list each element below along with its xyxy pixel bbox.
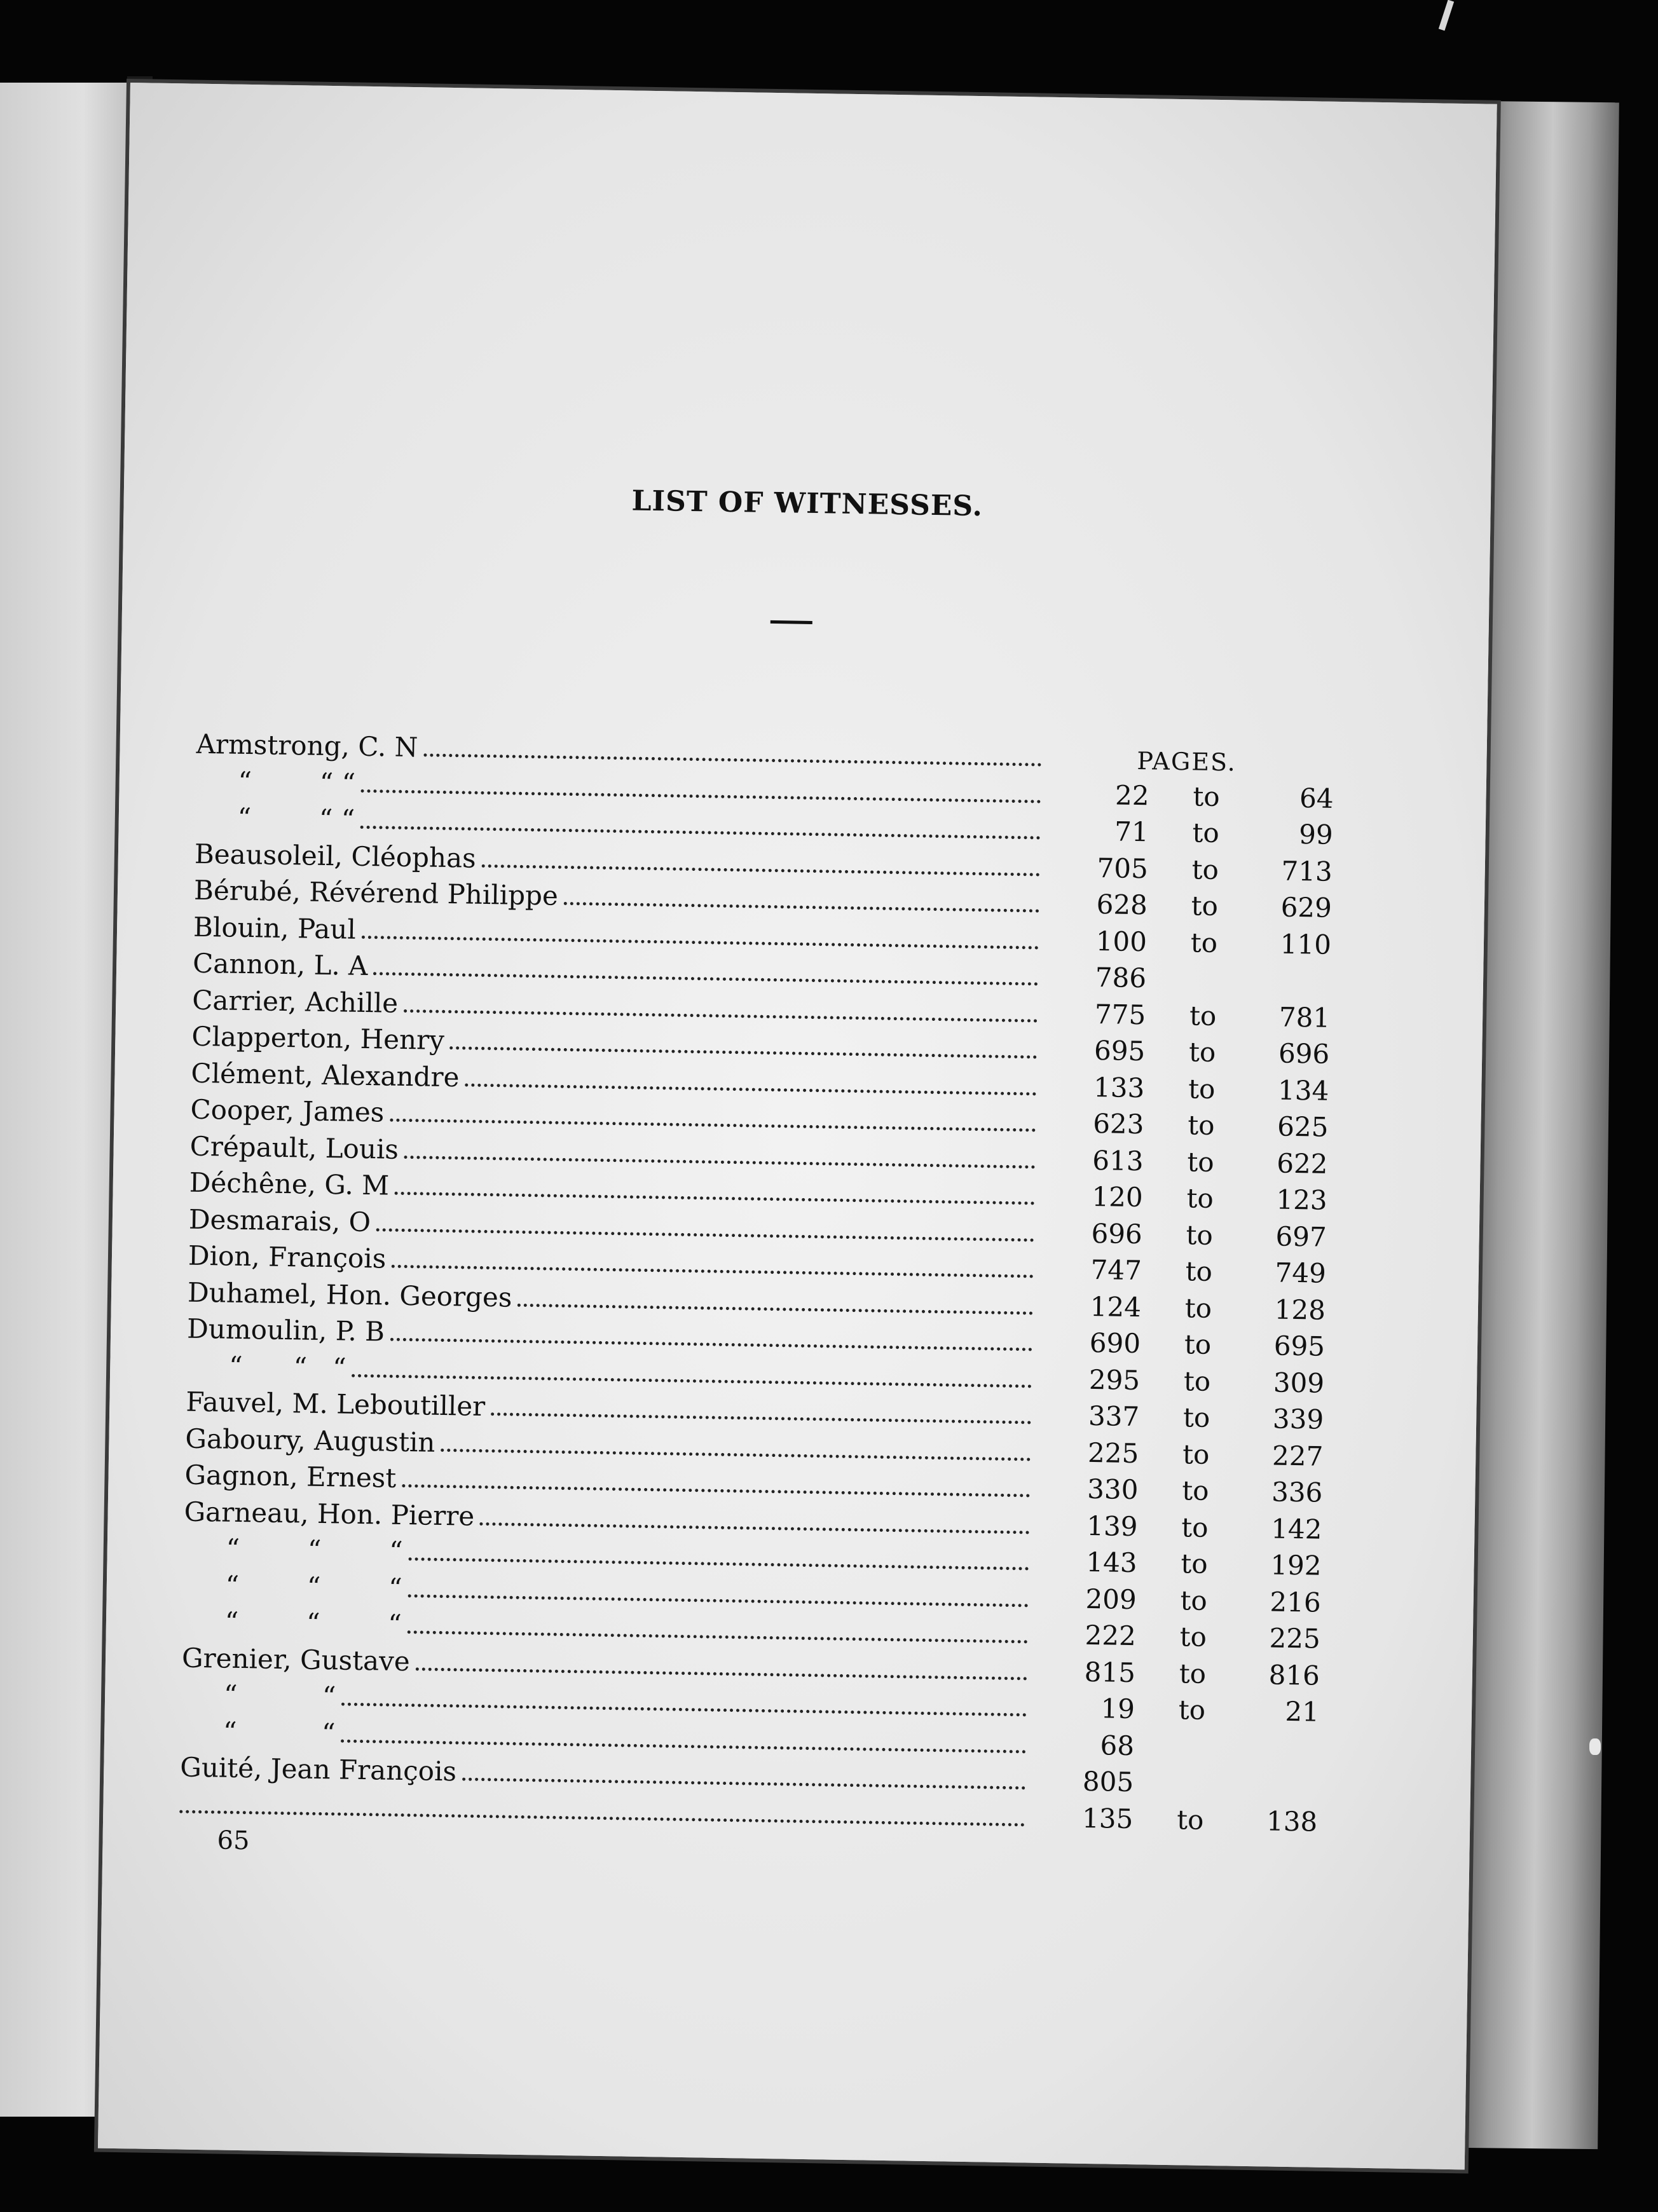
page-end: 622: [1276, 1147, 1328, 1180]
dot-leader: [415, 1667, 1027, 1680]
page-range-to: to: [1179, 1621, 1207, 1653]
page-end: 216: [1270, 1585, 1322, 1618]
witness-name: Desmarais, O: [188, 1203, 371, 1238]
dot-leader: [441, 1448, 1031, 1461]
page-start: 120: [1092, 1180, 1144, 1213]
witness-name: Fauvel, M. Leboutiller: [186, 1386, 486, 1423]
page-range-to: [1185, 741, 1230, 742]
page-range-to: to: [1182, 1438, 1210, 1470]
page-start: 135: [1081, 1802, 1134, 1834]
witness-name: “ “: [180, 1715, 336, 1749]
page-end: 227: [1271, 1439, 1324, 1472]
dot-leader: [423, 753, 1041, 766]
page-start: 133: [1093, 1071, 1145, 1103]
dot-leader: [404, 1009, 1038, 1022]
page-start: 19: [1100, 1693, 1135, 1725]
witness-name: “ “ “: [182, 1605, 402, 1640]
dot-leader: [361, 789, 1041, 803]
page-start: 695: [1093, 1035, 1146, 1067]
page-range-to: to: [1189, 999, 1217, 1032]
scan-mark: [1589, 1738, 1601, 1755]
page-range-to: to: [1178, 1694, 1206, 1726]
page-range-to: to: [1187, 1145, 1215, 1178]
dot-leader: [491, 1412, 1031, 1424]
scan-mark: [1439, 0, 1454, 31]
page-start: 68: [1100, 1729, 1135, 1761]
page-end: 128: [1274, 1294, 1326, 1326]
dot-leader: [462, 1778, 1025, 1790]
page-end: 142: [1270, 1512, 1322, 1545]
witness-name: “ “: [181, 1678, 336, 1712]
dot-leader: [390, 1338, 1032, 1351]
dot-leader: [352, 1374, 1032, 1388]
witness-name: Bérubé, Révérend Philippe: [193, 874, 559, 911]
page-start: 815: [1084, 1656, 1136, 1688]
witness-name: Dion, François: [188, 1239, 387, 1274]
witness-name: Gaboury, Augustin: [185, 1423, 435, 1458]
dot-leader: [395, 1192, 1035, 1205]
page-start: 225: [1087, 1437, 1139, 1469]
page-end: 629: [1280, 891, 1333, 924]
page-range-to: to: [1183, 1365, 1211, 1397]
page-range-to: to: [1184, 1292, 1212, 1324]
page-start: 628: [1096, 889, 1148, 921]
page-start: 747: [1090, 1253, 1142, 1287]
page-start: 71: [1114, 816, 1149, 848]
witness-name: Guité, Jean François: [179, 1751, 457, 1787]
page-range-to: to: [1191, 853, 1219, 885]
witness-name: Clément, Alexandre: [191, 1057, 460, 1093]
page-range-to: to: [1187, 1109, 1215, 1141]
page-start: 613: [1092, 1144, 1144, 1177]
page-end: 749: [1275, 1257, 1327, 1289]
page-range-to: to: [1188, 1072, 1216, 1105]
book-page: [98, 83, 1497, 2169]
page-start: 143: [1086, 1546, 1138, 1579]
witness-name: Dumoulin, P. B: [186, 1313, 385, 1348]
witness-name: Duhamel, Hon. Georges: [187, 1276, 512, 1313]
page-range-to: to: [1176, 1803, 1204, 1836]
page-end: 123: [1276, 1184, 1327, 1216]
page-end: 625: [1277, 1110, 1329, 1143]
dot-leader: [408, 1594, 1028, 1607]
page-title: LIST OF WITNESSES.: [631, 484, 983, 523]
page-end: 339: [1272, 1403, 1324, 1435]
page-end: 21: [1285, 1695, 1320, 1728]
page-start: 690: [1089, 1327, 1141, 1360]
page-range-to: to: [1185, 1255, 1213, 1287]
witness-name: Garneau, Hon. Pierre: [184, 1496, 475, 1532]
dot-leader: [407, 1630, 1027, 1643]
dot-leader: [341, 1739, 1026, 1753]
witness-name: “ “ “: [186, 1349, 347, 1384]
dot-leader: [402, 1484, 1030, 1498]
dot-leader: [450, 1046, 1038, 1059]
page-start: 705: [1097, 852, 1149, 884]
page-end: 697: [1275, 1220, 1327, 1253]
page-range-to: to: [1181, 1475, 1209, 1506]
page-end: 695: [1273, 1330, 1326, 1362]
witness-name: Gagnon, Ernest: [184, 1459, 397, 1494]
title-rule: [771, 620, 812, 624]
dot-leader: [517, 1303, 1033, 1314]
page-number: 65: [217, 1826, 250, 1856]
page-range-to: to: [1180, 1584, 1208, 1616]
page-end: 225: [1269, 1622, 1321, 1655]
page-start: 805: [1082, 1765, 1134, 1798]
page-range-to: to: [1191, 890, 1219, 922]
dot-leader: [390, 1119, 1036, 1132]
page-range-to: to: [1181, 1511, 1209, 1543]
dot-leader: [179, 1810, 1025, 1826]
page-end: 192: [1270, 1549, 1322, 1581]
dot-leader: [361, 935, 1038, 949]
witness-name: Cooper, James: [190, 1093, 385, 1128]
dot-leader: [480, 1522, 1030, 1534]
dot-leader: [563, 902, 1039, 913]
dot-leader: [481, 864, 1039, 876]
dot-leader: [373, 972, 1038, 985]
witness-name: “ “ “: [195, 765, 356, 799]
page-end: 713: [1281, 855, 1333, 887]
dot-leader: [360, 826, 1041, 840]
page-end: 696: [1278, 1037, 1330, 1070]
witness-name: “ “ “: [195, 801, 355, 835]
page-range-to: to: [1186, 1219, 1214, 1251]
witness-name: Cannon, L. A: [192, 947, 368, 982]
page-range-to: to: [1192, 817, 1220, 849]
dot-leader: [376, 1228, 1034, 1241]
dot-leader: [392, 1265, 1034, 1278]
page-start: 295: [1088, 1363, 1141, 1396]
page-start: 100: [1095, 925, 1148, 957]
dot-leader: [465, 1083, 1036, 1095]
dot-leader: [408, 1557, 1029, 1570]
page-start: 337: [1088, 1400, 1140, 1433]
witness-name: “ “ “: [182, 1569, 403, 1604]
page-start: 139: [1086, 1510, 1138, 1542]
page-start: 222: [1085, 1619, 1137, 1652]
page-end: 309: [1273, 1366, 1325, 1399]
page-end: 99: [1298, 819, 1334, 850]
page-range-to: to: [1182, 1402, 1210, 1433]
page-start: 330: [1086, 1473, 1139, 1506]
page-range-to: to: [1186, 1182, 1214, 1214]
page-start: 775: [1094, 998, 1146, 1030]
page-end: 110: [1280, 928, 1332, 960]
page-range-to: to: [1190, 926, 1218, 959]
page-range-to: to: [1179, 1657, 1207, 1690]
witness-name: Grenier, Gustave: [181, 1642, 411, 1677]
page-end: 816: [1268, 1658, 1320, 1691]
witness-name: Crépault, Louis: [189, 1130, 399, 1165]
page-start: 209: [1085, 1583, 1137, 1615]
page-range-to: to: [1181, 1548, 1209, 1580]
page-range-to: to: [1188, 1036, 1216, 1068]
page-end: 781: [1278, 1001, 1331, 1034]
page-end: 64: [1299, 782, 1334, 814]
witness-name: “ “ “: [183, 1532, 403, 1567]
witness-name: Beausoleil, Cléophas: [194, 838, 477, 874]
page-range-to: [1182, 960, 1226, 961]
page-range-to: to: [1184, 1328, 1212, 1360]
dot-leader: [404, 1155, 1036, 1168]
page-start: 22: [1114, 779, 1149, 811]
witness-name: Blouin, Paul: [193, 911, 357, 945]
page-end: 134: [1277, 1074, 1329, 1107]
page-start: 696: [1091, 1217, 1143, 1250]
page-end: 336: [1271, 1476, 1323, 1508]
witness-name: Déchêne, G. M: [189, 1166, 390, 1201]
witness-name: Clapperton, Henry: [191, 1020, 445, 1056]
page-start: 786: [1095, 962, 1147, 994]
page-range-to: to: [1193, 780, 1221, 812]
witness-name: Carrier, Achille: [191, 984, 399, 1019]
dot-leader: [341, 1703, 1027, 1717]
page-start: 124: [1090, 1290, 1142, 1323]
page-end: 138: [1266, 1805, 1318, 1838]
pages-column-header: PAGES.: [1137, 747, 1237, 777]
page-start: 623: [1092, 1107, 1144, 1140]
witness-name: Armstrong, C. N: [196, 728, 418, 763]
